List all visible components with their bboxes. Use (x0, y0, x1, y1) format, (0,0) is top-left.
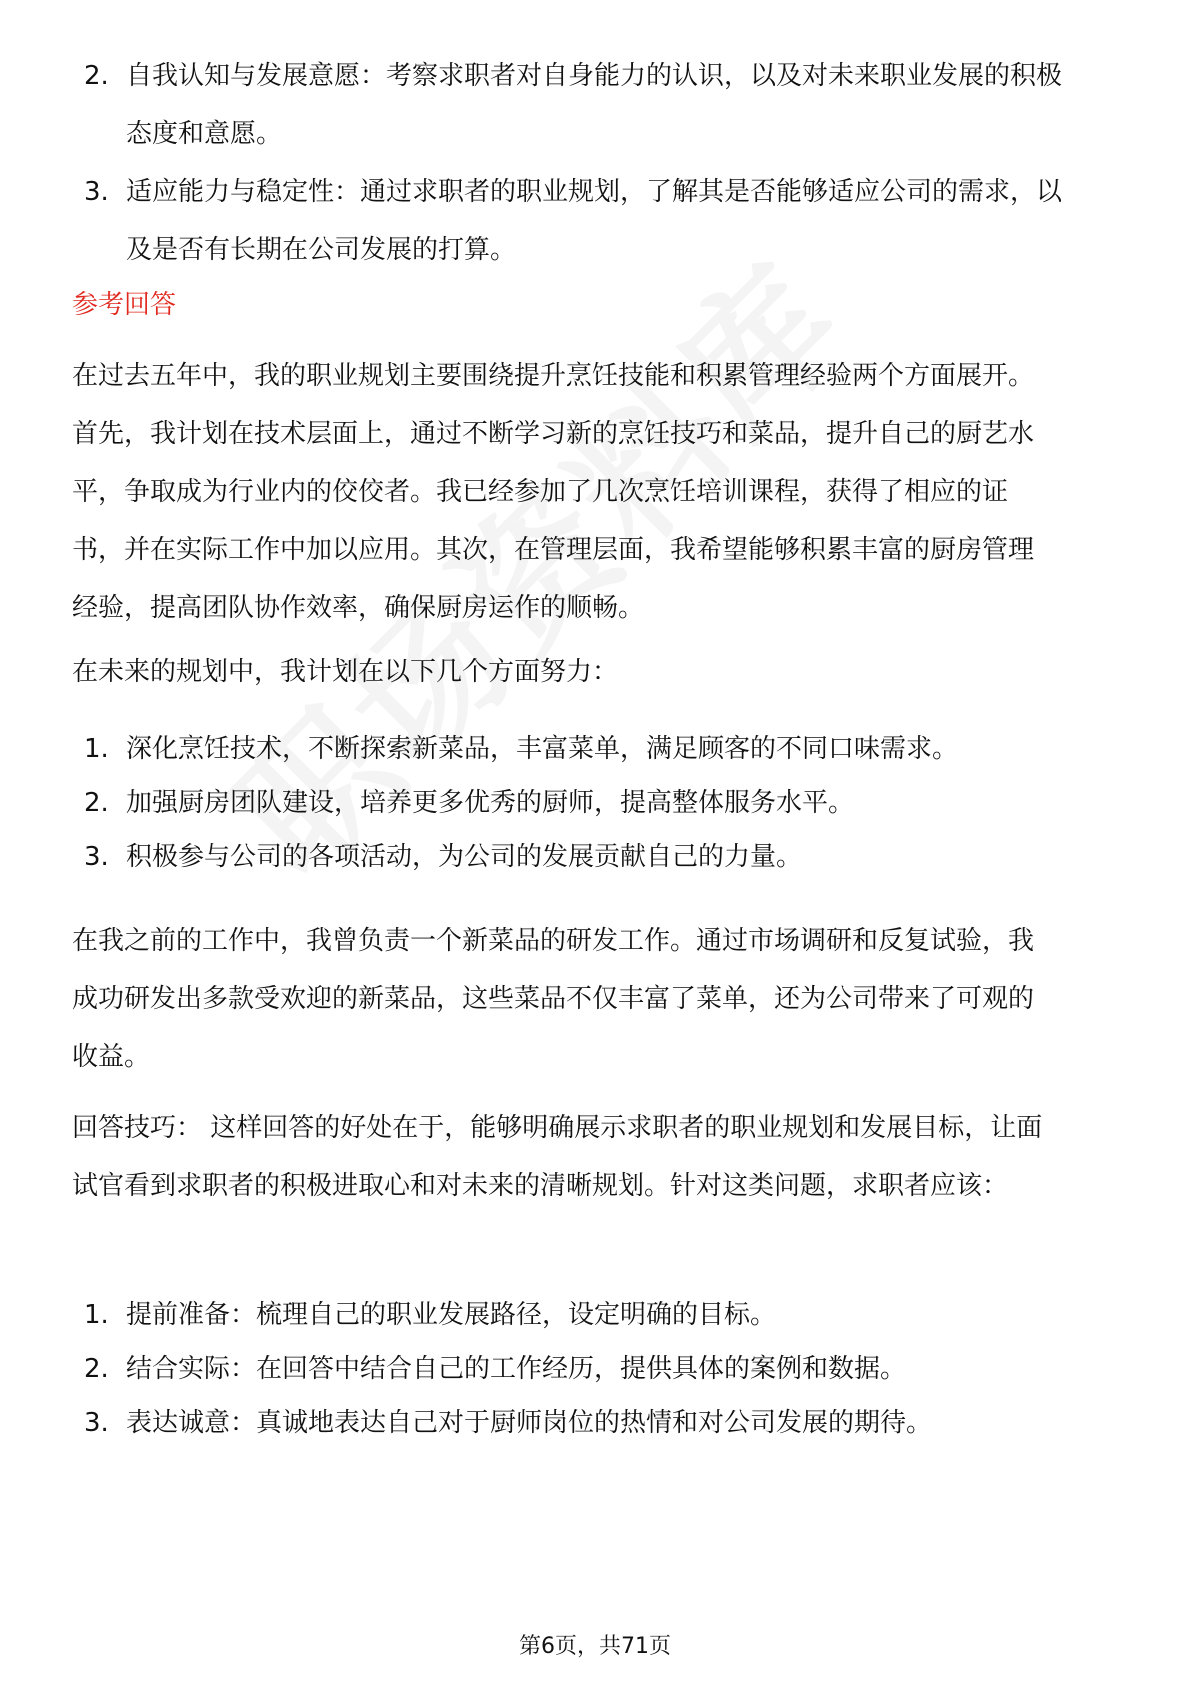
page-number-footer: 第6页，共71页 (519, 1634, 671, 1659)
list-item (72, 722, 1072, 776)
list-number: 3. (84, 842, 109, 872)
list-number: 1. (84, 734, 109, 764)
paragraph-future-plan-intro: 在未来的规划中，我计划在以下几个方面努力： (72, 657, 619, 687)
future-plan-list (72, 722, 1072, 884)
list-number: 2. (84, 1354, 109, 1384)
paragraph-past-experience: 在我之前的工作中，我曾负责一个新菜品的研发工作。通过市场调研和反复试验，我成功研发出多款受欢迎的新菜品，这些菜品不仅丰富了菜单，还为公司带来了可观的收益。 (72, 926, 1035, 1072)
section-heading-reference-answer: 参考回答 (72, 290, 177, 320)
list-item (72, 163, 1072, 279)
list-number: 3. (84, 1408, 109, 1438)
list-item (72, 830, 1072, 884)
assessment-points-list (72, 47, 1072, 279)
tips-list (72, 1288, 1072, 1450)
list-number: 2. (84, 61, 109, 91)
list-item (72, 1396, 1072, 1450)
list-number: 2. (84, 788, 109, 818)
list-item-text: 自我认知与发展意愿：考察求职者对自身能力的认识，以及对未来职业发展的积极态度和意愿。 (126, 61, 1063, 149)
list-item-text: 适应能力与稳定性：通过求职者的职业规划，了解其是否能够适应公司的需求，以及是否有长期在公司发展的打算。 (126, 177, 1063, 265)
list-number: 3. (84, 177, 109, 207)
paragraph-answer-tips: 回答技巧： 这样回答的好处在于，能够明确展示求职者的职业规划和发展目标，让面试官看到求职者的积极进取心和对未来的清晰规划。针对这类问题，求职者应该： (72, 1113, 1043, 1201)
list-item (72, 1342, 1072, 1396)
paragraph-career-plan: 在过去五年中，我的职业规划主要围绕提升烹饪技能和积累管理经验两个方面展开。首先，我计划在技术层面上，通过不断学习新的烹饪技巧和菜品，提升自己的厨艺水平，争取成为行业内的佼佼者。我已经参加了几次烹饪培训课程，获得了相应的证书，并在实际工作中加以应用。其次，在管理层面，我希望能够积累丰富的厨房管理经验，提高团队协作效率，确保厨房运作的顺畅。 (72, 361, 1035, 623)
list-item (72, 47, 1072, 163)
list-number: 1. (84, 1300, 109, 1330)
list-item-text: 加强厨房团队建设，培养更多优秀的厨师，提高整体服务水平。 (126, 788, 855, 818)
list-item-text: 深化烹饪技术，不断探索新菜品，丰富菜单，满足顾客的不同口味需求。 (126, 734, 959, 764)
list-item-text: 表达诚意：真诚地表达自己对于厨师岗位的热情和对公司发展的期待。 (126, 1408, 933, 1438)
list-item-text: 积极参与公司的各项活动，为公司的发展贡献自己的力量。 (126, 842, 803, 872)
list-item-text: 提前准备：梳理自己的职业发展路径，设定明确的目标。 (126, 1300, 777, 1330)
list-item (72, 776, 1072, 830)
list-item (72, 1288, 1072, 1342)
list-item-text: 结合实际：在回答中结合自己的工作经历，提供具体的案例和数据。 (126, 1354, 907, 1384)
